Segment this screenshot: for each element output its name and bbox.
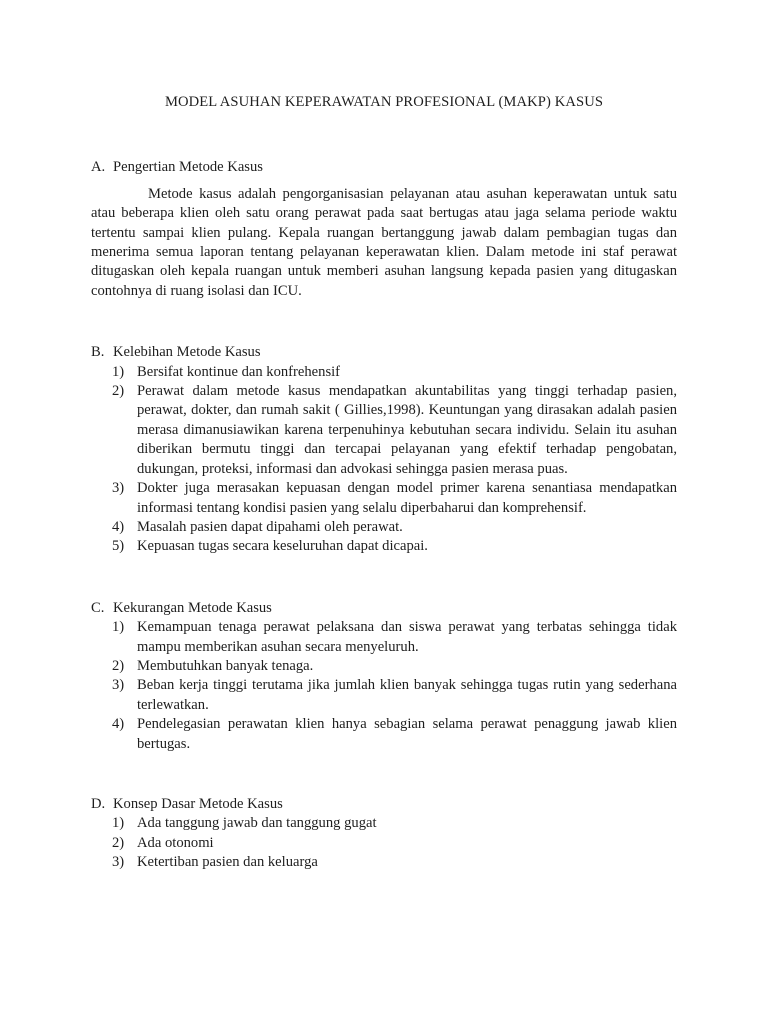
list-item-text: Ada tanggung jawab dan tanggung gugat — [137, 815, 377, 832]
list-item-number: 1) — [112, 619, 125, 636]
list-item-number: 2) — [112, 834, 125, 851]
list-item-number: 3) — [112, 677, 125, 694]
list-item — [112, 382, 677, 479]
section-letter: D. — [91, 795, 106, 812]
list-item-number: 5) — [112, 538, 125, 555]
list-item-text: Masalah pasien dapat dipahami oleh perawat. — [137, 518, 403, 535]
list-item-text: Dokter juga merasakan kepuasan dengan model primer karena senantiasa mendapatkan informasi tentang kondisi pasien yang selalu diperbaharui dan komprehensif. — [137, 480, 677, 516]
list-item-text: Beban kerja tinggi terutama jika jumlah klien banyak sehingga tugas rutin yang sederhana terlewatkan. — [137, 677, 677, 713]
section-title: Pengertian Metode Kasus — [113, 159, 263, 176]
list-item-number: 2) — [112, 383, 125, 400]
list-item — [112, 657, 677, 676]
list-item-number: 4) — [112, 518, 125, 535]
spacer — [91, 754, 677, 795]
section-letter: C. — [91, 599, 105, 616]
section-letter: A. — [91, 159, 106, 176]
list-item-text: Pendelegasian perawatan klien hanya sebagian selama perawat penaggung jawab klien bertugas. — [137, 716, 677, 752]
list-item — [112, 853, 677, 872]
list-item-text: Kemampuan tenaga perawat pelaksana dan siswa perawat yang terbatas sehingga tidak mampu memberikan asuhan secara menyeluruh. — [137, 619, 677, 655]
numbered-list — [91, 363, 677, 557]
section-paragraph: Metode kasus adalah pengorganisasian pelayanan atau asuhan keperawatan untuk satu atau beberapa klien oleh satu orang perawat pada saat bertugas atau jaga selama periode waktu tertentu sampai klien pulang. Kepala ruangan bertanggung jawab dalam pembagian tugas dan menerima semua laporan tentang pelayanan keperawatan klien. Dalam metode ini staf perawat ditugaskan oleh kepala ruangan untuk memberi asuhan langsung kepada pasien yang ditugaskan contohnya di ruang isolasi dan ICU. — [91, 185, 677, 299]
list-item-text: Ketertiban pasien dan keluarga — [137, 854, 318, 871]
list-item — [112, 834, 677, 853]
section-letter: B. — [91, 344, 105, 361]
list-item-text: Perawat dalam metode kasus mendapatkan akuntabilitas yang tinggi terhadap pasien, perawat, dokter, dan rumah sakit ( Gillies,1998). Keuntungan yang dirasakan adalah pasien merasa dimanusiawikan karena terpenuhinya kebutuhan secara individu. Selain itu asuhan diberikan bermutu tinggi dan tercapai pelayanan yang efektif terhadap pengobatan, dukungan, proteksi, informasi dan advokasi sehingga pasien merasa puas. — [137, 383, 677, 477]
section-heading — [91, 343, 677, 362]
list-item — [112, 479, 677, 518]
list-item-number: 2) — [112, 657, 125, 674]
list-item-number: 1) — [112, 363, 125, 380]
list-item-number: 1) — [112, 815, 125, 832]
list-item — [112, 363, 677, 382]
numbered-list — [91, 814, 677, 872]
section-title: Konsep Dasar Metode Kasus — [113, 795, 283, 812]
list-item-text: Membutuhkan banyak tenaga. — [137, 657, 314, 674]
list-item — [112, 715, 677, 754]
list-item — [112, 676, 677, 715]
section-heading — [91, 599, 677, 618]
spacer — [91, 557, 677, 599]
list-item-text: Bersifat kontinue dan konfrehensif — [137, 363, 341, 380]
section-pengertian — [91, 158, 677, 301]
section-heading — [91, 795, 677, 814]
section-kelebihan — [91, 343, 677, 556]
list-item — [112, 537, 677, 556]
document-title: MODEL ASUHAN KEPERAWATAN PROFESIONAL (MAKP) KASUS — [164, 94, 604, 110]
section-kekurangan — [91, 599, 677, 754]
list-item — [112, 618, 677, 657]
numbered-list — [91, 618, 677, 754]
section-heading — [91, 158, 677, 177]
list-item — [112, 518, 677, 537]
list-item-text: Kepuasan tugas secara keseluruhan dapat dicapai. — [137, 538, 428, 555]
section-konsep-dasar — [91, 795, 677, 873]
section-title: Kelebihan Metode Kasus — [113, 344, 261, 361]
list-item-number: 3) — [112, 480, 125, 497]
section-title: Kekurangan Metode Kasus — [113, 599, 272, 616]
spacer — [91, 301, 677, 343]
list-item-number: 4) — [112, 716, 125, 733]
list-item-number: 3) — [112, 854, 125, 871]
list-item — [112, 814, 677, 833]
list-item-text: Ada otonomi — [137, 834, 214, 851]
